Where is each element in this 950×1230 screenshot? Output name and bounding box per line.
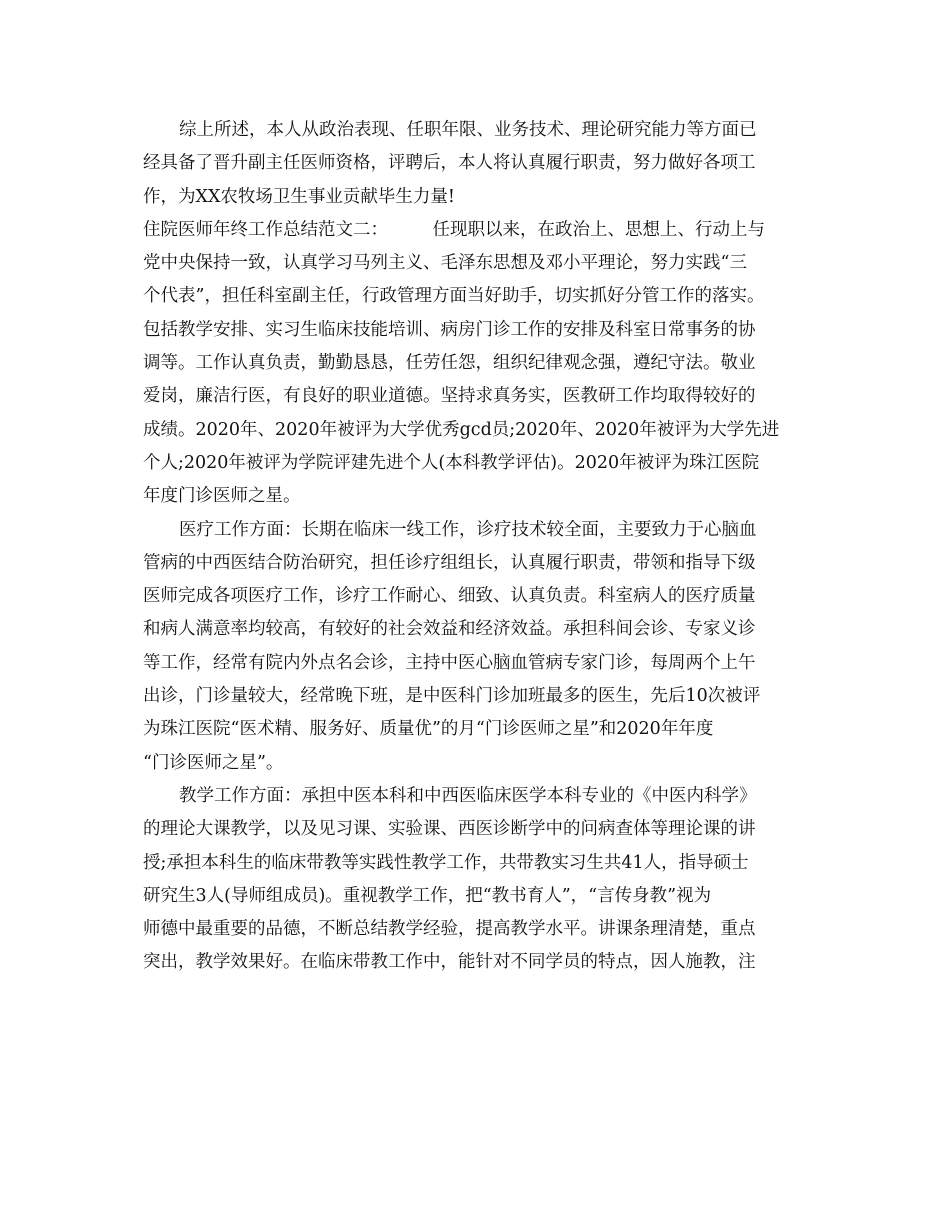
paragraph-medical-work bbox=[143, 514, 811, 780]
text-line: “门诊医师之星”。 bbox=[143, 752, 284, 773]
text-line: 为珠江医院“医术精、服务好、质量优”的月“门诊医师之星”和2020年年度 bbox=[143, 719, 714, 740]
paragraph-summary-two bbox=[143, 214, 811, 514]
text-line: 医师完成各项医疗工作，诊疗工作耐心、细致、认真负责。科室病人的医疗质量 bbox=[143, 586, 756, 607]
text-line: 出诊，门诊量较大，经常晚下班，是中医科门诊加班最多的医生，先后10次被评 bbox=[143, 686, 761, 707]
text-line: 等工作，经常有院内外点名会诊，主持中医心脑血管病专家门诊，每周两个上午 bbox=[143, 652, 756, 673]
text-line: 医疗工作方面：长期在临床一线工作，诊疗技术较全面，主要致力于心脑血 bbox=[179, 519, 757, 540]
text-line: 和病人满意率均较高，有较好的社会效益和经济效益。承担科间会诊、专家义诊 bbox=[143, 619, 756, 640]
text-line: 年度门诊医师之星。 bbox=[143, 486, 301, 507]
document-page bbox=[143, 114, 811, 980]
text-line: 党中央保持一致，认真学习马列主义、毛泽东思想及邓小平理论，努力实践“三 bbox=[143, 253, 747, 274]
paragraph-teaching-work bbox=[143, 780, 811, 980]
text-line: 授;承担本科生的临床带教等实践性教学工作，共带教实习生共41人，指导硕士 bbox=[143, 852, 749, 873]
text-line: 包括教学安排、实习生临床技能培训、病房门诊工作的安排及科室日常事务的协 bbox=[143, 319, 756, 340]
text-line: 教学工作方面：承担中医本科和中西医临床医学本科专业的《中医内科学》 bbox=[179, 785, 757, 806]
text-line: 经具备了晋升副主任医师资格，评聘后，本人将认真履行职责，努力做好各项工 bbox=[143, 153, 756, 174]
text-line: 突出，教学效果好。在临床带教工作中，能针对不同学员的特点，因人施教，注 bbox=[143, 952, 756, 973]
text-line: 管病的中西医结合防治研究，担任诊疗组组长，认真履行职责，带领和指导下级 bbox=[143, 552, 756, 573]
text-line: 的理论大课教学，以及见习课、实验课、西医诊断学中的问病查体等理论课的讲 bbox=[143, 819, 756, 840]
text-line: 综上所述，本人从政治表现、任职年限、业务技术、理论研究能力等方面已 bbox=[179, 120, 757, 140]
text-line: 调等。工作认真负责，勤勤恳恳，任劳任怨，组织纪律观念强，遵纪守法。敬业 bbox=[143, 353, 756, 374]
paragraph-conclusion bbox=[143, 114, 811, 214]
text-line: 成绩。2020年、2020年被评为大学优秀gcd员;2020年、2020年被评为大学先进 bbox=[143, 419, 780, 440]
text-line: 爱岗，廉洁行医，有良好的职业道德。坚持求真务实，医教研工作均取得较好的 bbox=[143, 386, 756, 407]
section-title-line: 住院医师年终工作总结范文二： 任现职以来，在政治上、思想上、行动上与 bbox=[143, 219, 765, 240]
text-line: 作，为XX农牧场卫生事业贡献毕生力量! bbox=[143, 186, 455, 207]
text-line: 个代表”，担任科室副主任，行政管理方面当好助手，切实抓好分管工作的落实。 bbox=[143, 286, 765, 307]
text-line: 师德中最重要的品德，不断总结教学经验，提高教学水平。讲课条理清楚，重点 bbox=[143, 919, 756, 940]
text-line: 研究生3人(导师组成员)。重视教学工作，把“教书育人”，“言传身教”视为 bbox=[143, 885, 712, 906]
text-line: 个人;2020年被评为学院评建先进个人(本科教学评估)。2020年被评为珠江医院 bbox=[143, 452, 760, 473]
